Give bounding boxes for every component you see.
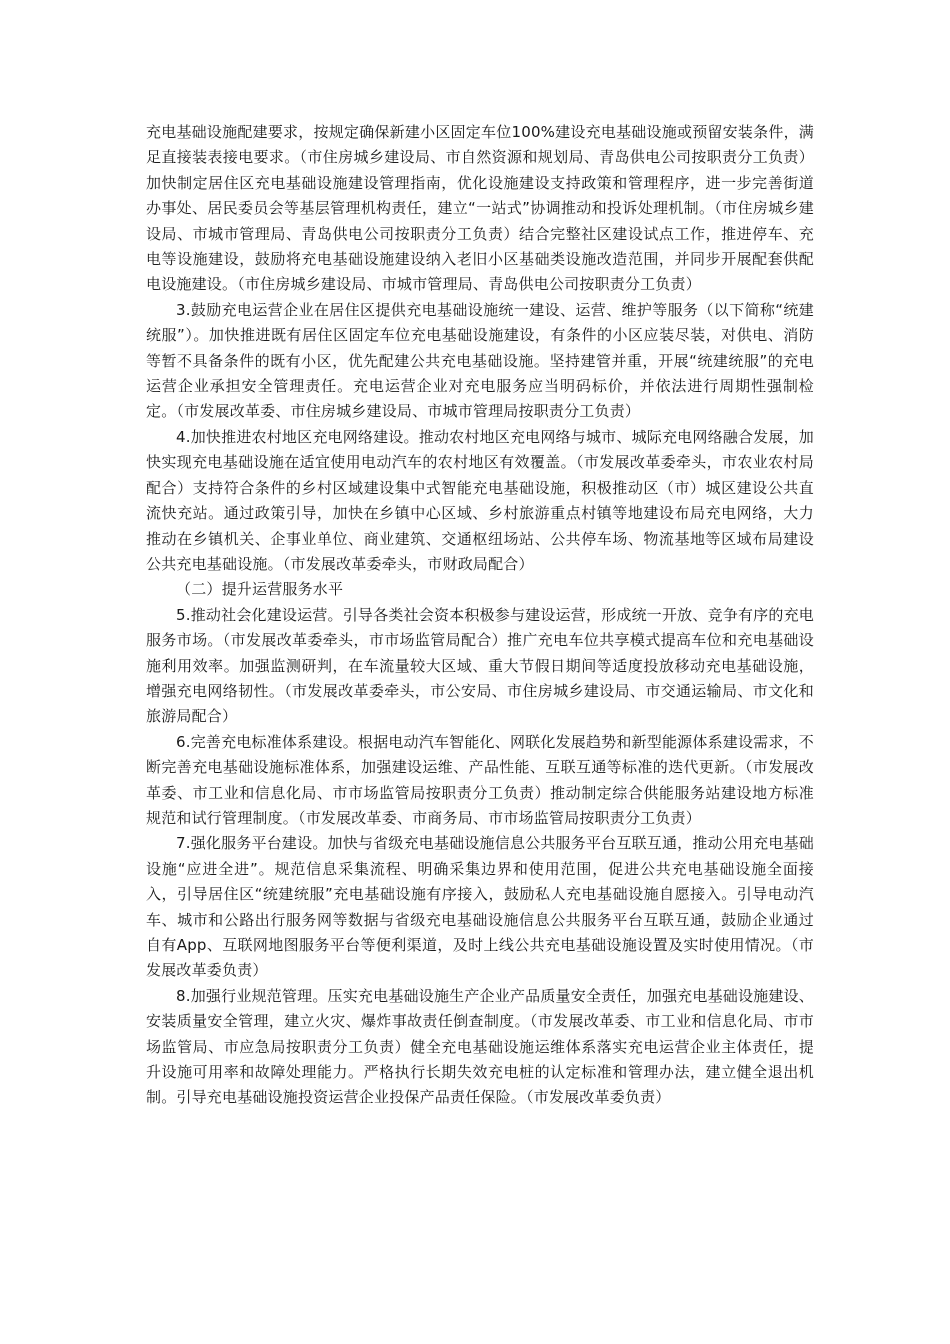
paragraph-item-5: 5.推动社会化建设运营。引导各类社会资本积极参与建设运营，形成统一开放、竞争有序的充电服务市场。（市发展改革委牵头，市市场监管局配合）推广充电车位共享模式提高车位和充电基础设施利用效率。加强监测研判，在车流量较大区域、重大节假日期间等适度投放移动充电基础设施，增强充电网络韧性。（市发展改革委牵头，市公安局、市住房城乡建设局、市交通运输局、市文化和旅游局配合） [146,605,814,726]
document-body [146,120,814,1111]
paragraph-item-6: 6.完善充电标准体系建设。根据电动汽车智能化、网联化发展趋势和新型能源体系建设需求，不断完善充电基础设施标准体系，加强建设运维、产品性能、互联互通等标准的迭代更新。（市发展改革委、市工业和信息化局、市市场监管局按职责分工负责）推动制定综合供能服务站建设地方标准规范和试行管理制度。（市发展改革委、市商务局、市市场监管局按职责分工负责） [146,732,814,827]
paragraph-item-7: 7.强化服务平台建设。加快与省级充电基础设施信息公共服务平台互联互通，推动公用充电基础设施“应进全进”。规范信息采集流程、明确采集边界和使用范围，促进公共充电基础设施全面接入，引导居住区“统建统服”充电基础设施有序接入，鼓励私人充电基础设施自愿接入。引导电动汽车、城市和公路出行服务网等数据与省级充电基础设施信息公共服务平台互联互通，鼓励企业通过自有App、互联网地图服务平台等便利渠道，及时上线公共充电基础设施设置及实时使用情况。（市发展改革委负责） [146,834,814,980]
paragraph-item-3: 3.鼓励充电运营企业在居住区提供充电基础设施统一建设、运营、维护等服务（以下简称“统建统服”）。加快推进既有居住区固定车位充电基础设施建设，有条件的小区应装尽装，对供电、消防等暂不具备条件的既有小区，优先配建公共充电基础设施。坚持建管并重，开展“统建统服”的充电运营企业承担安全管理责任。充电运营企业对充电服务应当明码标价，并依法进行周期性强制检定。（市发展改革委、市住房城乡建设局、市城市管理局按职责分工负责） [146,300,814,421]
paragraph-continuation: 充电基础设施配建要求，按规定确保新建小区固定车位100%建设充电基础设施或预留安装条件，满足直接装表接电要求。（市住房城乡建设局、市自然资源和规划局、青岛供电公司按职责分工负责）加快制定居住区充电基础设施建设管理指南，优化设施建设支持政策和管理程序，进一步完善街道办事处、居民委员会等基层管理机构责任，建立“一站式”协调推动和投诉处理机制。（市住房城乡建设局、市城市管理局、青岛供电公司按职责分工负责）结合完整社区建设试点工作，推进停车、充电等设施建设，鼓励将充电基础设施建设纳入老旧小区基础类设施改造范围，并同步开展配套供配电设施建设。（市住房城乡建设局、市城市管理局、青岛供电公司按职责分工负责） [146,123,814,294]
section-heading: （二）提升运营服务水平 [176,580,344,599]
paragraph-item-4: 4.加快推进农村地区充电网络建设。推动农村地区充电网络与城市、城际充电网络融合发展，加快实现充电基础设施在适宜使用电动汽车的农村地区有效覆盖。（市发展改革委牵头，市农业农村局配合）支持符合条件的乡村区域建设集中式智能充电基础设施，积极推动区（市）城区建设公共直流快充站。通过政策引导，加快在乡镇中心区域、乡村旅游重点村镇等地建设布局充电网络，大力推动在乡镇机关、企事业单位、商业建筑、交通枢纽场站、公共停车场、物流基地等区域布局建设公共充电基础设施。（市发展改革委牵头，市财政局配合） [146,427,814,573]
paragraph-item-8: 8.加强行业规范管理。压实充电基础设施生产企业产品质量安全责任，加强充电基础设施建设、安装质量安全管理，建立火灾、爆炸事故责任倒查制度。（市发展改革委、市工业和信息化局、市市场监管局、市应急局按职责分工负责）健全充电基础设施运维体系落实充电运营企业主体责任，提升设施可用率和故障处理能力。严格执行长期失效充电桩的认定标准和管理办法，建立健全退出机制。引导充电基础设施投资运营企业投保产品责任保险。（市发展改革委负责） [146,986,814,1107]
